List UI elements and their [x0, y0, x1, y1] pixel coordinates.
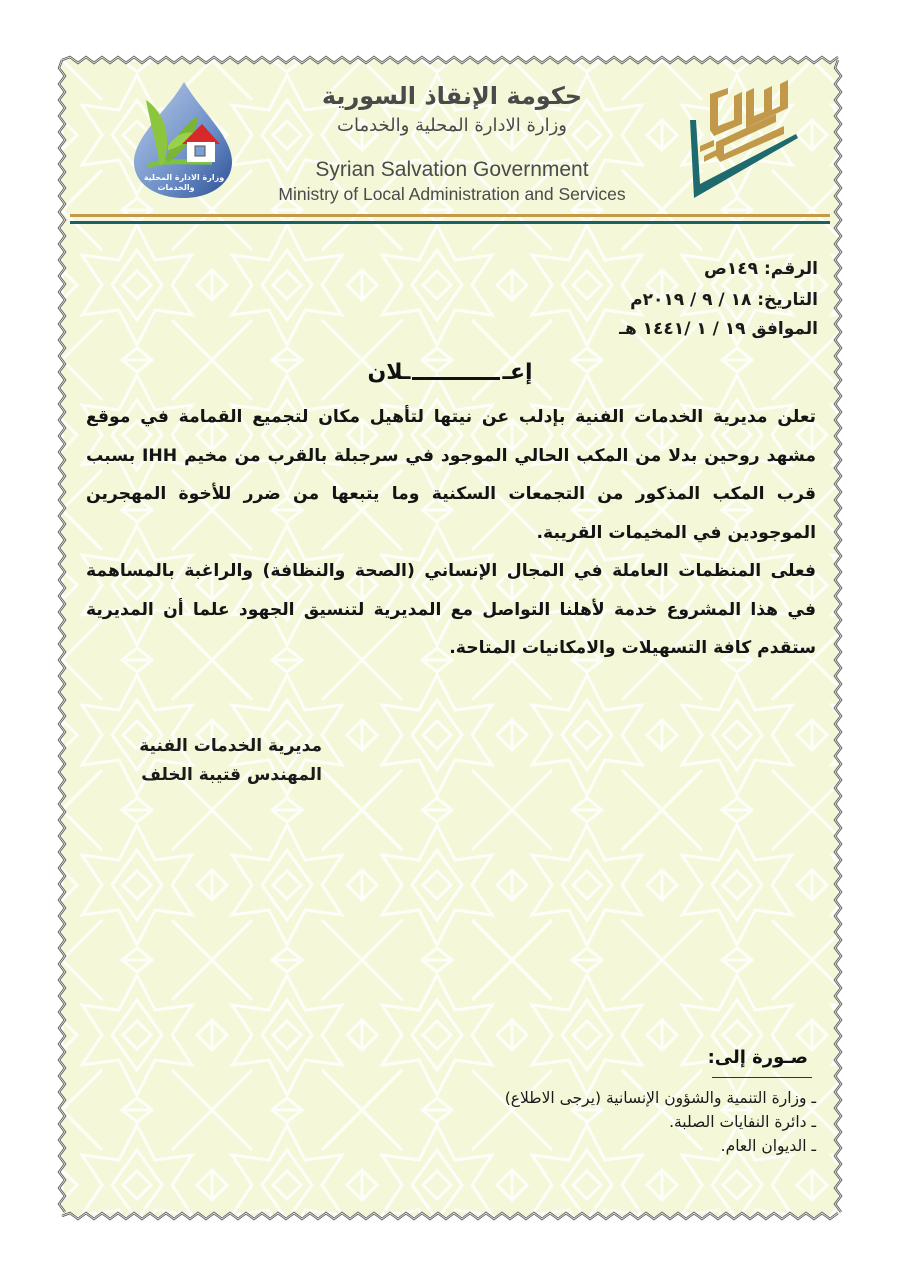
signature-department: مديرية الخدمات الفنية: [139, 736, 322, 756]
syria-calligraphy-logo: [680, 80, 798, 200]
copies-list-item: ـ دائرة النفايات الصلبة.: [669, 1113, 816, 1131]
announcement-paragraph-2: فعلى المنظمات العاملة في المجال الإنساني (الصحة والنظافة) والراغبة بالمساهمة في هذا المشروع خدمة لأهلنا التواصل مع المديرية لتنسيق الجهود علما أن المديرية ستقدم كافة التسهيلات والامكانيات المتاحة.: [86, 561, 816, 658]
reference-hijri-date: الموافق ١٩ / ١ /١٤٤١ هـ: [619, 319, 818, 339]
ministry-logo-text-line2: والخدمات: [157, 183, 195, 192]
ministry-logo-text-line1: وزارة الادارة المحلية: [143, 173, 225, 182]
reference-date: التاريخ: ١٨ / ٩ / ٢٠١٩م: [630, 290, 818, 310]
government-name-english: Syrian Salvation Government: [315, 158, 589, 181]
announcement-title-end: ـلان: [367, 360, 411, 385]
copies-list: [316, 1086, 816, 1158]
copies-list-item: ـ وزارة التنمية والشؤون الإنسانية (يرجى الاطلاع): [504, 1089, 816, 1107]
title-tatweel: [412, 377, 500, 380]
copies-heading: صـورة إلى:: [707, 1047, 808, 1068]
header-rule-teal: [70, 221, 830, 224]
ministry-name-arabic: وزارة الادارة المحلية والخدمات: [337, 115, 567, 136]
copies-list-item: ـ الديوان العام.: [720, 1137, 816, 1155]
copies-heading-underline: [712, 1077, 812, 1078]
announcement-title: [62, 360, 838, 385]
letterhead-page: [62, 60, 838, 1216]
announcement-title-start: إعـ: [502, 360, 533, 385]
reference-number: الرقم: ١٤٩ص: [704, 259, 818, 279]
signature-name: المهندس قتيبة الخلف: [141, 765, 322, 785]
header-rule-gold: [70, 214, 830, 217]
government-name-arabic: حكومة الإنقاذ السورية: [321, 82, 583, 110]
ministry-name-english: Ministry of Local Administration and Services: [278, 184, 626, 204]
announcement-paragraph-1: تعلن مديرية الخدمات الفنية بإدلب عن نيتها لتأهيل مكان لتجميع القمامة في موقع مشهد روحين بدلا من المكب الحالي الموجود في سرجبلة بالقرب من مخيم IHH بسبب قرب المكب المذكور من التجمعات السكنية وما يتبعها من ضرر للأخوة المهجرين الموجودين في المخيمات القريبة.: [86, 407, 816, 543]
